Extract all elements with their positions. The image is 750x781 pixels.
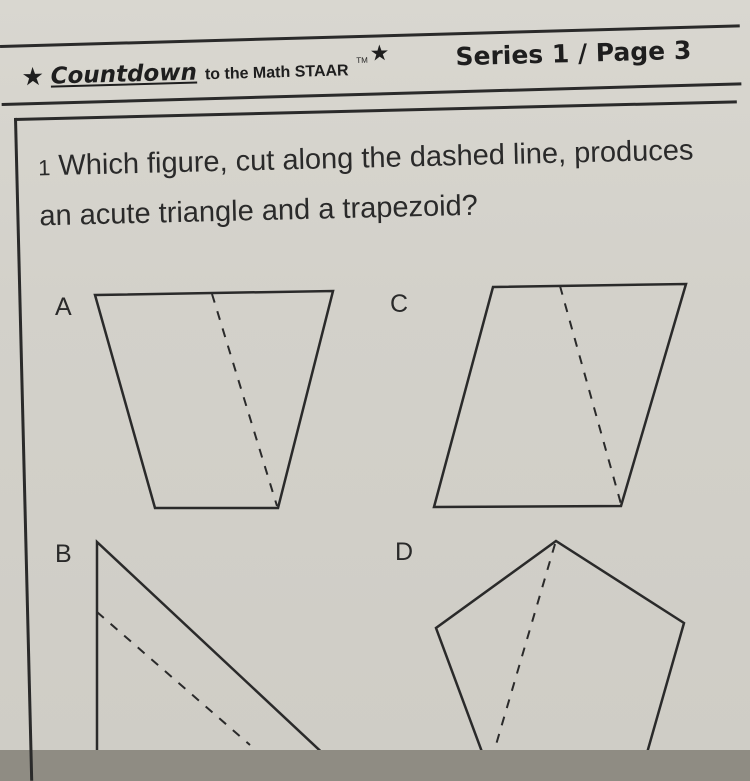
option-d-label: D bbox=[395, 538, 414, 566]
star-icon: ★ bbox=[369, 40, 390, 66]
option-b-label: B bbox=[55, 540, 72, 568]
figure-b-dashed-cut bbox=[97, 612, 250, 745]
figure-d-outline bbox=[436, 541, 684, 750]
figure-d-dashed-cut bbox=[493, 544, 555, 750]
figure-c-dashed-cut bbox=[560, 286, 621, 504]
figure-b-outline bbox=[97, 542, 330, 750]
figure-d bbox=[436, 541, 684, 750]
figure-b bbox=[97, 542, 330, 750]
figure-a-outline bbox=[95, 291, 333, 508]
series-page-label: Series 1 / Page 3 bbox=[455, 35, 692, 72]
trademark-mark: TM bbox=[356, 55, 368, 66]
figure-a bbox=[95, 291, 333, 508]
question-number: 1 bbox=[37, 155, 51, 181]
question-prompt: Which figure, cut along the dashed line, produces an acute triangle and a trapezoid? bbox=[39, 134, 694, 233]
option-c-label: C bbox=[390, 290, 409, 318]
figure-a-dashed-cut bbox=[212, 294, 277, 506]
figure-c-outline bbox=[434, 284, 686, 507]
brand-title: Countdown bbox=[50, 59, 198, 90]
option-a-label: A bbox=[55, 293, 72, 321]
figure-c bbox=[434, 284, 686, 507]
brand-subtitle: to the Math STAAR bbox=[204, 62, 349, 84]
shooting-star-icon: ★ bbox=[22, 63, 43, 90]
